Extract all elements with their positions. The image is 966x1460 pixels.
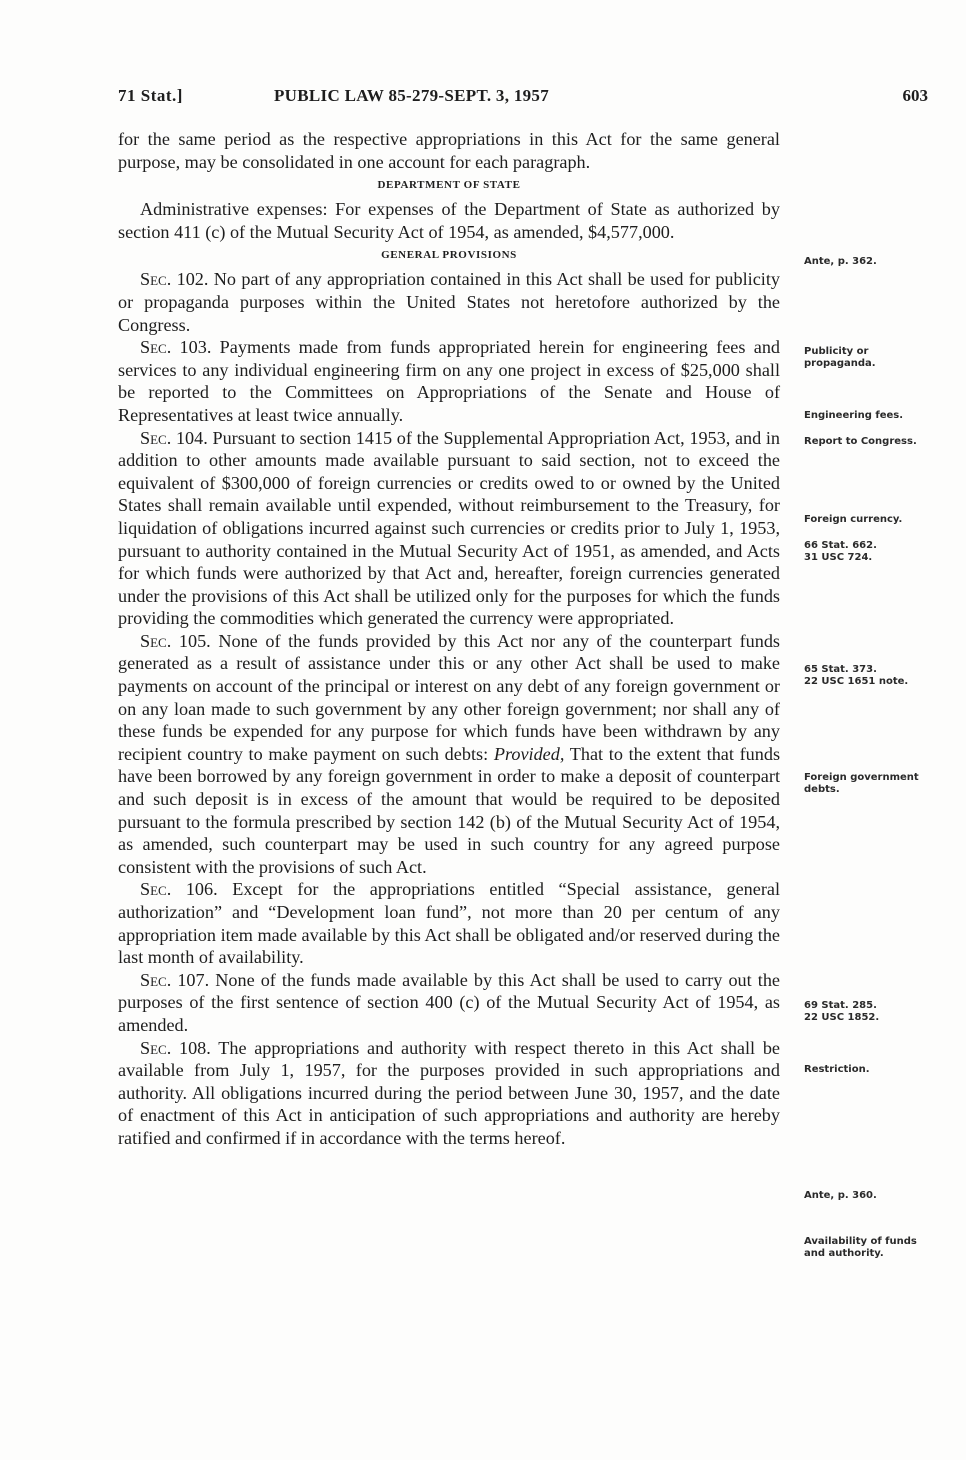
section-107	[118, 969, 780, 1037]
margin-note-publicity: Publicity or propaganda.	[804, 346, 876, 369]
section-104	[118, 427, 780, 630]
section-label: Sec. 105.	[140, 630, 211, 651]
page-header	[118, 86, 928, 110]
statute-text	[118, 128, 780, 1150]
paragraph-continuation: for the same period as the respective appropriations in this Act for the same general purpose, may be consolidated in one account for each paragraph.	[118, 129, 780, 172]
section-text: None of the funds made available by this Act shall be used to carry out the purposes of the first sentence of section 400 (c) of the Mutual Security Act of 1954, as amended.	[118, 969, 780, 1035]
section-text: No part of any appropriation contained in this Act shall be used for publicity or propaganda purposes within the United States not heretofore authorized by the Congress.	[118, 269, 780, 335]
section-text: The appropriations and authority with respect thereto in this Act shall be available from July 1, 1957, for the purposes provided in such appropriations and authority. All obligations incurred during the period between June 30, 1957, and the date of enactment of this Act in anticipation of such appropriations and authority are hereby ratified and confirmed if in accordance with the terms hereof.	[118, 1037, 780, 1148]
section-heading-department-of-state: DEPARTMENT OF STATE	[377, 179, 521, 192]
margin-note-ante-360: Ante, p. 360.	[804, 1190, 877, 1201]
margin-note-foreign-currency: Foreign currency.	[804, 514, 903, 525]
section-label: Sec. 106.	[140, 879, 218, 900]
margin-note-availability: Availability of funds and authority.	[804, 1236, 917, 1259]
margin-note-engineering: Engineering fees.	[804, 410, 904, 421]
section-label: Sec. 107.	[140, 969, 210, 990]
section-102	[118, 268, 780, 336]
running-title: PUBLIC LAW 85-279-SEPT. 3, 1957	[274, 86, 550, 105]
section-text: None of the funds provided by this Act nor any of the counterpart funds generated as a result of assistance under this or any other Act shall be used to make payments on account of the principal or interest on any debt of any foreign government or on any loan made to such government by any other foreign government; nor shall any of these funds be expended for any purpose for which funds have been withdrawn by any recipient country to make payment on such debts:	[118, 630, 780, 764]
page-number: 603	[902, 86, 928, 105]
margin-note-69-stat-285: 69 Stat. 285.	[804, 1000, 877, 1011]
section-text: Except for the appropriations entitled “Special assistance, general authorization” and “Development loan fund”, not more than 20 per centum of any appropriation item made available by this Act shall be obligated and/or reserved during the last month of availability.	[118, 879, 780, 968]
margin-note-restriction: Restriction.	[804, 1064, 870, 1075]
section-label: Sec. 102.	[140, 269, 209, 290]
section-106	[118, 878, 780, 968]
section-label: Sec. 108.	[140, 1037, 211, 1058]
margin-note-66-stat-662: 66 Stat. 662.	[804, 540, 877, 551]
statute-volume: 71 Stat.]	[118, 86, 183, 105]
margin-note-foreign-debts: Foreign government debts.	[804, 772, 919, 795]
section-103	[118, 336, 780, 426]
section-text: Payments made from funds appropriated herein for engineering fees and services to any individual engineering firm on any one project in excess of $25,000 shall be reported to the Committees on Appropriations of the Senate and House of Representatives at least twice annually.	[118, 337, 781, 425]
section-label: Sec. 103.	[140, 337, 212, 358]
margin-note-22-usc-1852: 22 USC 1852.	[804, 1012, 880, 1023]
margin-note-31-usc-724: 31 USC 724.	[804, 552, 873, 563]
paragraph-administrative-expenses: Administrative expenses: For expenses of the Department of State as authorized by section 411 (c) of the Mutual Security Act of 1954, as amended, $4,577,000.	[118, 199, 780, 242]
section-heading-general-provisions: GENERAL PROVISIONS	[381, 249, 517, 262]
proviso-word: Provided,	[493, 743, 565, 764]
section-108	[118, 1037, 780, 1150]
margin-note-report: Report to Congress.	[804, 436, 917, 447]
margin-note-22-usc-1651: 22 USC 1651 note.	[804, 676, 909, 687]
section-text-continued: That to the extent that funds have been borrowed by any foreign government in order to make a deposit of counterpart and such deposit is in excess of the amount that would be required to be deposited pursuant to the formula prescribed by section 142 (b) of the Mutual Security Act of 1954, as amended, such counterpart may be used in such country for any agreed purpose consistent with the provisions of such Act.	[118, 743, 781, 877]
margin-note-65-stat-373: 65 Stat. 373.	[804, 664, 877, 675]
section-label: Sec. 104.	[140, 427, 208, 448]
section-text: Pursuant to section 1415 of the Supplemental Appropriation Act, 1953, and in addition to other amounts made available pursuant to said section, not to exceed the equivalent of $300,000 of foreign currencies or credits owed to or owned by the United States shall remain available until expended, without reimbursement to the Treasury, for liquidation of obligations incurred against such currencies or credits prior to July 1, 1953, pursuant to authority contained in the Mutual Security Act of 1951, as amended, and Acts for which funds were authorized by that Act and, hereafter, foreign currencies generated under the provisions of this Act shall be utilized only for the purposes for which the funds providing the commodities which generated the currency were appropriated.	[118, 427, 781, 629]
margin-note-ante-362: Ante, p. 362.	[804, 256, 877, 267]
section-105	[118, 630, 780, 879]
